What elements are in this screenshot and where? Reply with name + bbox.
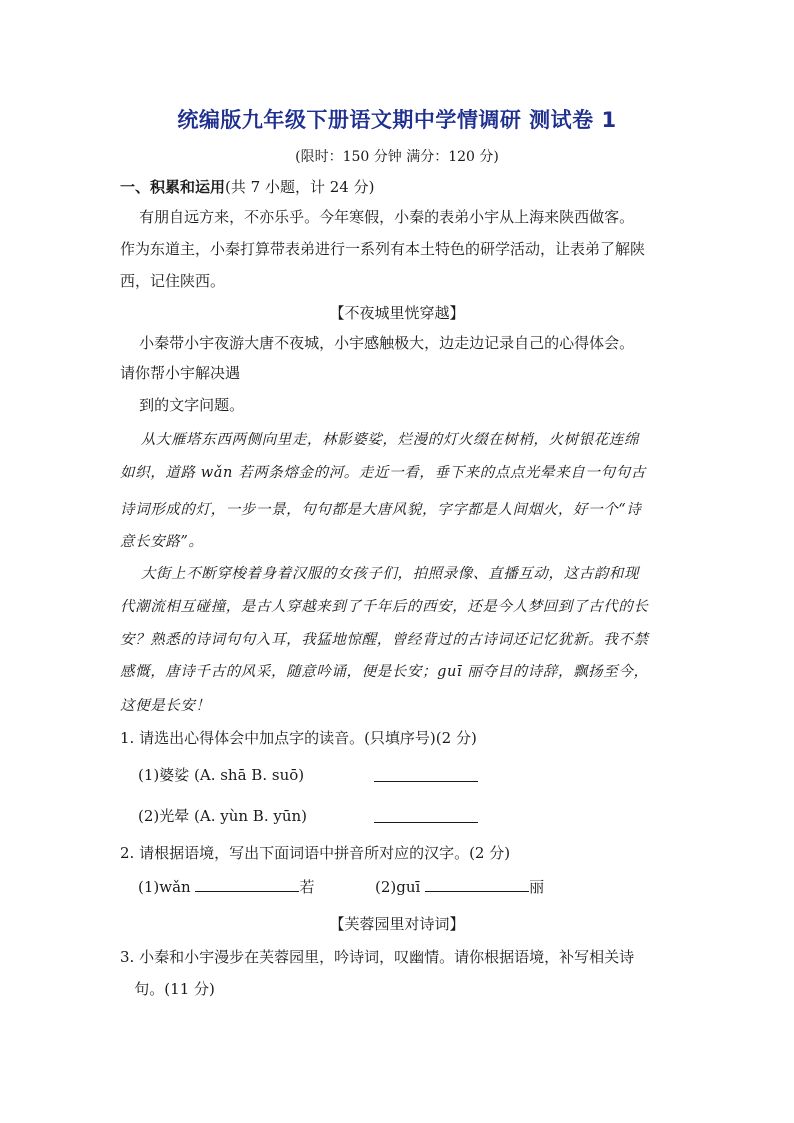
passage-line: 如织，道路 wǎn 若两条熔金的河。走近一看，垂下来的点点光晕来自一句句古 [120,465,646,481]
question-2-item-a-prefix: (1)wǎn [138,878,196,896]
intro-line: 有朋自远方来，不亦乐乎。今年寒假，小秦的表弟小宇从上海来陕西做客。 [120,208,635,226]
answer-blank[interactable] [374,821,478,823]
passage-line: 感慨，唐诗千古的风采，随意吟诵，便是长安；guī 丽夺目的诗辞，飘扬至今， [120,664,649,680]
section-heading-score: (共 7 小题，计 24 分) [225,178,375,196]
intro-line: 西，记住陕西。 [120,272,226,290]
passage-line: 这便是长安！ [120,698,211,714]
passage-line: 意长安路”。 [120,534,204,550]
question-1-stem: 1. 请选出心得体会中加点字的读音。(只填序号)(2 分) [120,729,477,747]
intro-line: 作为东道主，小秦打算带表弟进行一系列有本土特色的研学活动，让表弟了解陕 [120,240,646,258]
part-title: 【不夜城里恍穿越】 [329,304,465,322]
part-intro-line: 到的文字问题。 [120,396,245,414]
question-2-item-b-prefix: (2)guī [375,878,426,896]
part-intro-line: 请你帮小宇解决遇 [120,364,241,382]
question-2-item-a-suffix: 若 [299,878,315,896]
section-heading-label: 一、积累和运用 [120,178,226,196]
question-3-stem: 3. 小秦和小宇漫步在芙蓉园里，吟诗词，叹幽情。请你根据语境，补写相关诗 [120,948,635,966]
part-intro-line: 小秦带小宇夜游大唐不夜城，小宇感触极大，边走边记录自己的心得体会。 [120,334,635,352]
answer-blank[interactable] [374,780,478,782]
question-2-item-b [375,876,544,897]
passage-line: 诗词形成的灯，一步一景，句句都是大唐风貌，字字都是人间烟火，好一个“诗 [120,502,642,518]
answer-blank[interactable] [425,877,529,892]
question-1-item-a: (1)婆娑 (A. shā B. suō) [138,766,305,784]
passage-line: 代潮流相互碰撞，是古人穿越来到了千年后的西安，还是今人梦回到了古代的长 [120,599,649,615]
passage-line: 大街上不断穿梭着身着汉服的女孩子们，拍照录像、直播互动，这古韵和现 [120,566,640,582]
question-2-item-b-suffix: 丽 [529,878,545,896]
page-title: 统编版九年级下册语文期中学情调研 测试卷 1 [177,108,617,132]
exam-limits: (限时：150 分钟 满分：120 分) [295,149,499,165]
question-2-stem: 2. 请根据语境，写出下面词语中拼音所对应的汉字。(2 分) [120,844,511,862]
question-2-item-a [138,876,314,897]
question-3-stem-cont: 句。(11 分) [120,980,215,998]
section-heading [120,176,374,197]
passage-line: 从大雁塔东西两侧向里走，林影婆娑，烂漫的灯火缀在树梢，火树银花连绵 [120,432,640,448]
question-1-item-b: (2)光晕 (A. yùn B. yūn) [138,807,308,825]
passage-line: 安？熟悉的诗词句句入耳，我猛地惊醒，曾经背过的古诗词还记忆犹新。我不禁 [120,632,649,648]
part-title: 【芙蓉园里对诗词】 [329,915,465,933]
answer-blank[interactable] [195,877,299,892]
